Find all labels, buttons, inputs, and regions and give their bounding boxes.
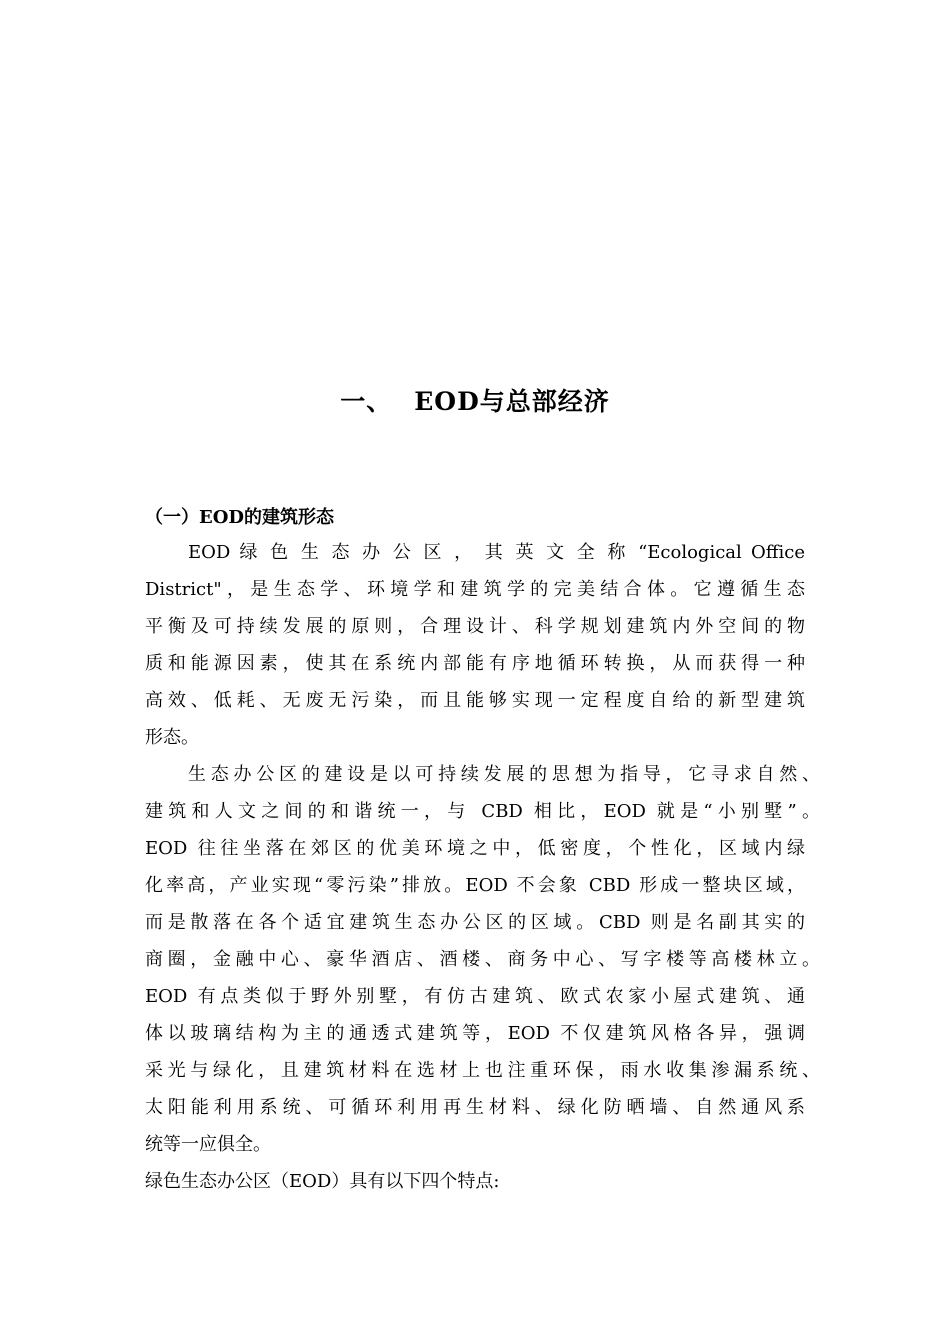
paragraph-line: 生态办公区的建设是以可持续发展的思想为指导，它寻求自然、 xyxy=(188,764,820,785)
paragraph-line: 绿色生态办公区（EOD）具有以下四个特点: xyxy=(145,1171,500,1192)
section-heading: （一）EOD的建筑形态 xyxy=(145,507,335,528)
paragraph-line: EOD 有点类似于野外别墅，有仿古建筑、欧式农家小屋式建筑、通 xyxy=(145,986,805,1007)
paragraph-line: 高效、低耗、无废无污染，而且能够实现一定程度自给的新型建筑 xyxy=(145,690,805,711)
chapter-number: 一、 xyxy=(340,387,393,416)
paragraph-line: 建筑和人文之间的和谐统一，与 CBD 相比，EOD 就是“小别墅”。 xyxy=(145,801,820,822)
paragraph-line: 体以玻璃结构为主的通透式建筑等，EOD 不仅建筑风格各异，强调 xyxy=(145,1023,805,1044)
paragraph-line: 化率高，产业实现“零污染”排放。EOD 不会象 CBD 形成一整块区域， xyxy=(145,875,805,896)
paragraph-line: 平衡及可持续发展的原则，合理设计、科学规划建筑内外空间的物 xyxy=(145,616,805,637)
paragraph-line: 形态。 xyxy=(145,727,199,748)
chapter-title xyxy=(0,384,950,420)
paragraph-line: 太阳能利用系统、可循环利用再生材料、绿化防晒墙、自然通风系 xyxy=(145,1097,805,1118)
paragraph-line: EOD 往往坐落在郊区的优美环境之中，低密度，个性化，区域内绿 xyxy=(145,838,805,859)
paragraph-line: 采光与绿化，且建筑材料在选材上也注重环保，雨水收集渗漏系统、 xyxy=(145,1060,820,1081)
paragraph-line: 质和能源因素，使其在系统内部能有序地循环转换，从而获得一种 xyxy=(145,653,805,674)
paragraph-line: EOD 绿 色 生 态 办 公 区 ， 其 英 文 全 称 “Ecological Office xyxy=(188,542,805,563)
paragraph-line: 统等一应俱全。 xyxy=(145,1134,271,1155)
paragraph-line: 商圈，金融中心、豪华酒店、酒楼、商务中心、写字楼等高楼林立。 xyxy=(145,949,820,970)
chapter-title-text: EOD与总部经济 xyxy=(414,387,610,416)
paragraph-line: District"，是生态学、环境学和建筑学的完美结合体。它遵循生态 xyxy=(145,579,805,600)
paragraph-line: 而是散落在各个适宜建筑生态办公区的区域。CBD 则是名副其实的 xyxy=(145,912,805,933)
